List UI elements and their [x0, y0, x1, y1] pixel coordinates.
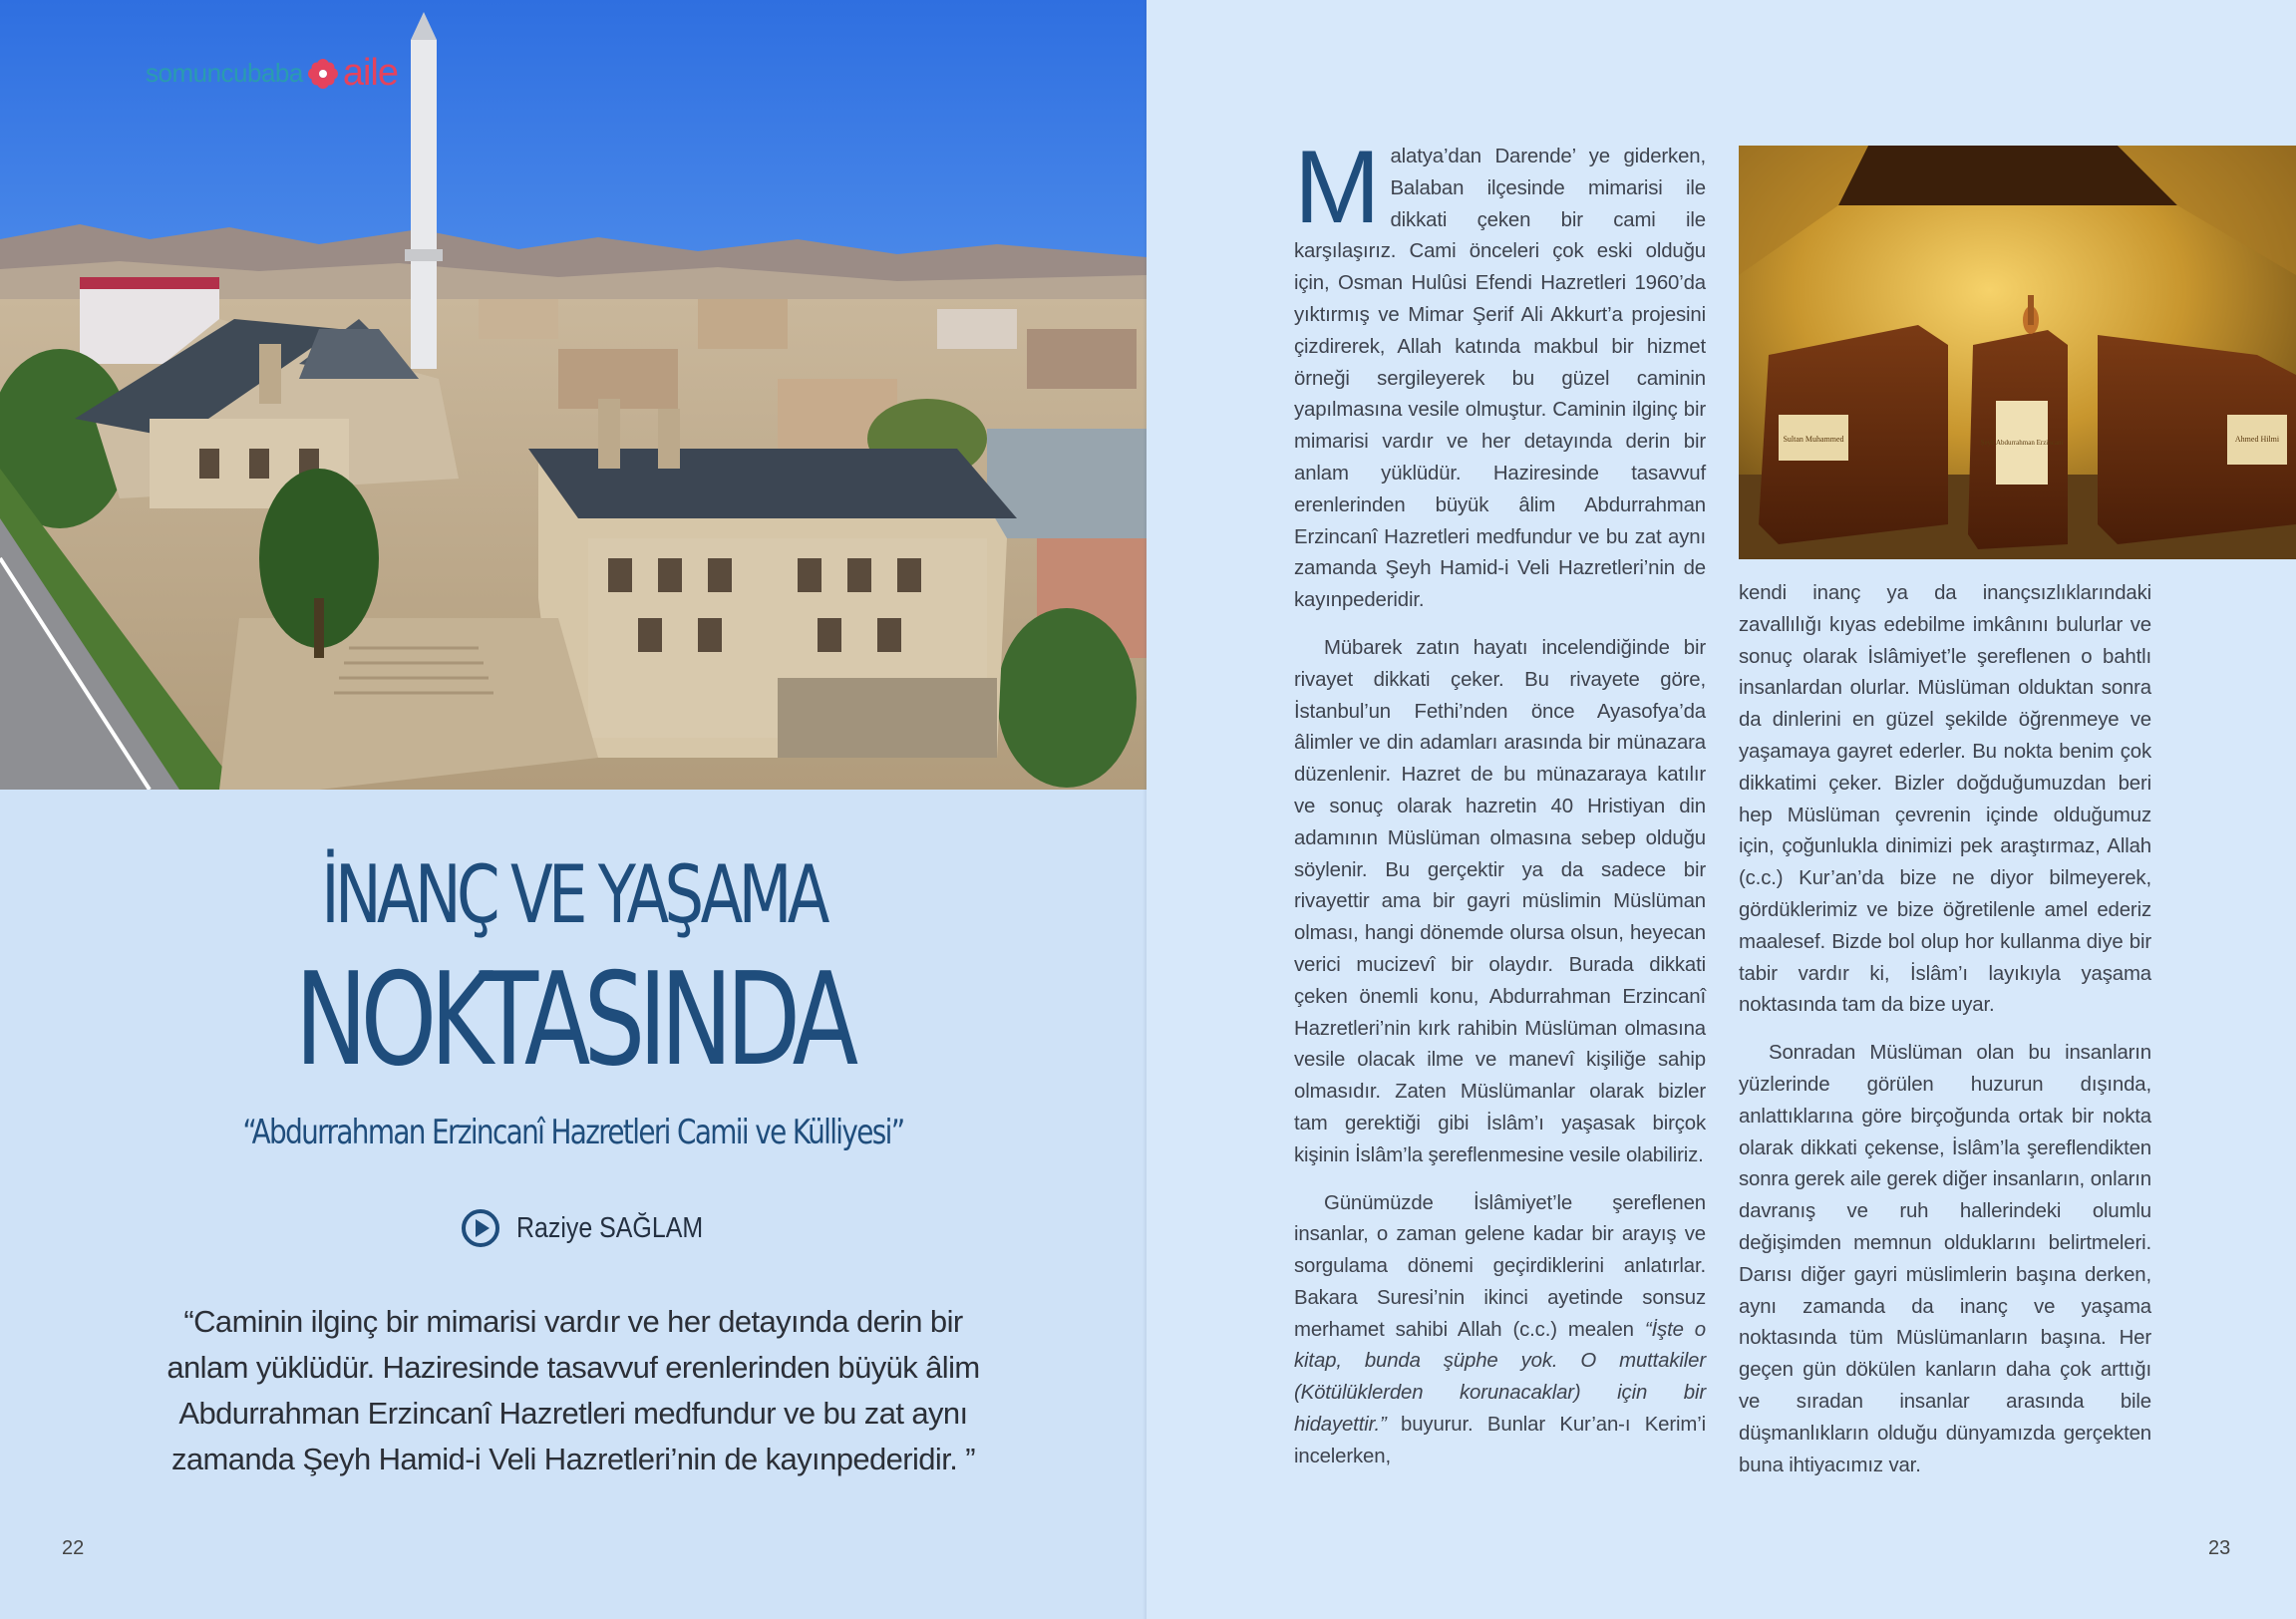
paragraph-3-text-a: Günümüzde İslâmiyet’le şereflenen insanlar, o zaman gelene kadar bir arayış ve sorgulama dönemi geçirdiklerini anlatırlar. Bakara Suresi’nin ikinci ayetinde sonsuz merhamet sahibi Allah (c.c.) mealen: [1294, 1191, 1706, 1341]
tomb-label-right: Ahmed Hilmi: [2234, 435, 2280, 444]
brand-name-part2: aile: [342, 52, 398, 94]
brand-name-part1: somuncubaba: [146, 58, 303, 88]
paragraph-5: Sonradan Müslüman olan bu insanların yüzlerinde görülen huzurun dışında, anlattıklarına göre birçoğunda ortak bir nokta olarak dikkati çekense, İslâm’la şereflendikten sonra gerek aile gerek diğer insanların, onların davranış ve ruh hallerindeki olumlu değişimden memnun olduklarını belirtmeleri. Darısı diğer gayri müslimlerin başına derken, aynı zamanda da inanç ve yaşama noktasında tüm Müslümanların başına. Her geçen gün dökülen kanların daha çok arttığı ve sıradan insanlar arasında bile düşmanlıkların olduğu dünyamızda gerçekten buna ihtiyacımız var.: [1739, 1042, 2151, 1476]
paragraph-4: kendi inanç ya da inançsızlıklarındaki zavallılığı kıyas edebilme imkânını bulurlar ve sonuç olarak İslâmiyet’le şereflenen o bahtlı insanlardan olurlar. Müslüman olduktan sonra da dinlerini en güzel şekilde öğrenmeye ve yaşamaya gayret ederler. Bu nokta benim çok dikkatimi çeker. Bizler doğduğumuzdan beri hep Müslüman çevrenin içinde olduğumuz için, çoğunlukla dinimizi pek araştırmaz, Allah (c.c.) Kur’an’da bize ne diyor bilmeyerek, gördüklerimiz ve bize öğretilenle amel ederiz maalesef. Bizde bol olup hor kullanma diye bir tabir vardır ki, İslâm’ı layıkıyla yaşama noktasında tam da bize uyar.: [1739, 582, 2151, 1017]
play-circle-icon: [461, 1208, 500, 1248]
drop-cap: M: [1294, 130, 1381, 245]
page-number-right: 23: [2208, 1537, 2231, 1559]
paragraph-2: Mübarek zatın hayatı incelendiğinde bir rivayet dikkati çeker. Bu rivayete göre, İstanbul’un Fethi’nden önce Ayasofya’da âlimler ve din adamları arasında bir münazara düzenlenir. Hazret de bu münazaraya katılır ve sonuç olarak hazretin 40 Hristiyan din adamının Müslüman olmasına sebep olduğu söylenir. Bu gerçektir ya da sadece bir rivayettir ama bir gayri müslimin Müslüman olması, hangi dönemde olursa olsun, heyecan verici mucizevî bir olaydır. Burada dikkati çeken önemli konu, Abdurrahman Erzincanî Hazretleri’nin kırk rahibin Müslüman olmasına vesile olacak ilme ve manevî kişiliğe sahip olmasıdır. Zaten Müslümanlar olarak bizler tam gerektiği gibi İslâm’ı yaşasak birçok kişinin İslâm’la şereflenmesine vesile olabiliriz.: [1294, 636, 1706, 1166]
author-name: Raziye SAĞLAM: [516, 1211, 704, 1244]
author-byline: [461, 1208, 734, 1248]
page-number-left: 22: [62, 1537, 85, 1559]
article-column-2: [1739, 578, 2151, 1497]
article-title-line1: İNANÇ VE YAŞAMA: [321, 848, 825, 941]
article-subtitle: “Abdurrahman Erzincanî Hazretleri Camii ve Külliyesi”: [242, 1113, 904, 1152]
mosque-photo: [0, 0, 1147, 790]
article-column-1: [1294, 130, 1706, 1489]
paragraph-1-text: alatya’dan Darende’ ye giderken, Balaban ilçesinde mimarisi ile dikkati çeken bir cami ile karşılaşırız. Cami önceleri çok eski olduğu için, Osman Hulûsi Efendi Hazretleri 1960’da yıktırmış ve Mimar Şerif Ali Akkurt’a projesini çizdirerek, Allah katında makbul bir hizmet örneği sergileyerek bu güzel caminin yapılmasına vesile olmuştur. Caminin ilginç bir mimarisi vardır ve her detayında derin bir anlam yüklüdür. Haziresinde tasavvuf erenlerinden büyük âlim Abdurrahman Erzincanî Hazretleri medfundur ve bu zat aynı zamanda Şeyh Hamid-i Veli Hazretleri’nin de kayınpederidir.: [1294, 146, 1706, 612]
article-title-line2: NOKTASINDA: [294, 946, 852, 1095]
paragraph-3-text-b: buyurur. Bunlar Kur’an-ı Kerim’i incelerken,: [1294, 1414, 1706, 1467]
paragraph-1: [1294, 130, 1706, 617]
magazine-logo: [146, 52, 398, 95]
tomb-label-left: Sultan Muhammed: [1783, 435, 1844, 444]
left-page: [0, 0, 1147, 1619]
paragraph-3: [1294, 1188, 1706, 1473]
tomb-label-center: Şeyh Abdurrahman Erzincani: [1980, 439, 2064, 447]
flower-logo-icon: [307, 58, 339, 90]
quran-quote: “İşte o kitap, bunda şüphe yok. O muttakiler (Kötülüklerden korunacaklar) için bir hidayettir.”: [1294, 1318, 1706, 1437]
pull-quote: “Caminin ilginç bir mimarisi vardır ve her detayında derin bir anlam yüklüdür. Haziresinde tasavvuf erenlerinden büyük âlim Abdurrahman Erzincanî Hazretleri medfundur ve bu zat aynı zamanda Şeyh Hamid-i Veli Hazretleri’nin de kayınpederidir. ”: [166, 1304, 980, 1476]
tomb-photo: [1739, 146, 2296, 559]
